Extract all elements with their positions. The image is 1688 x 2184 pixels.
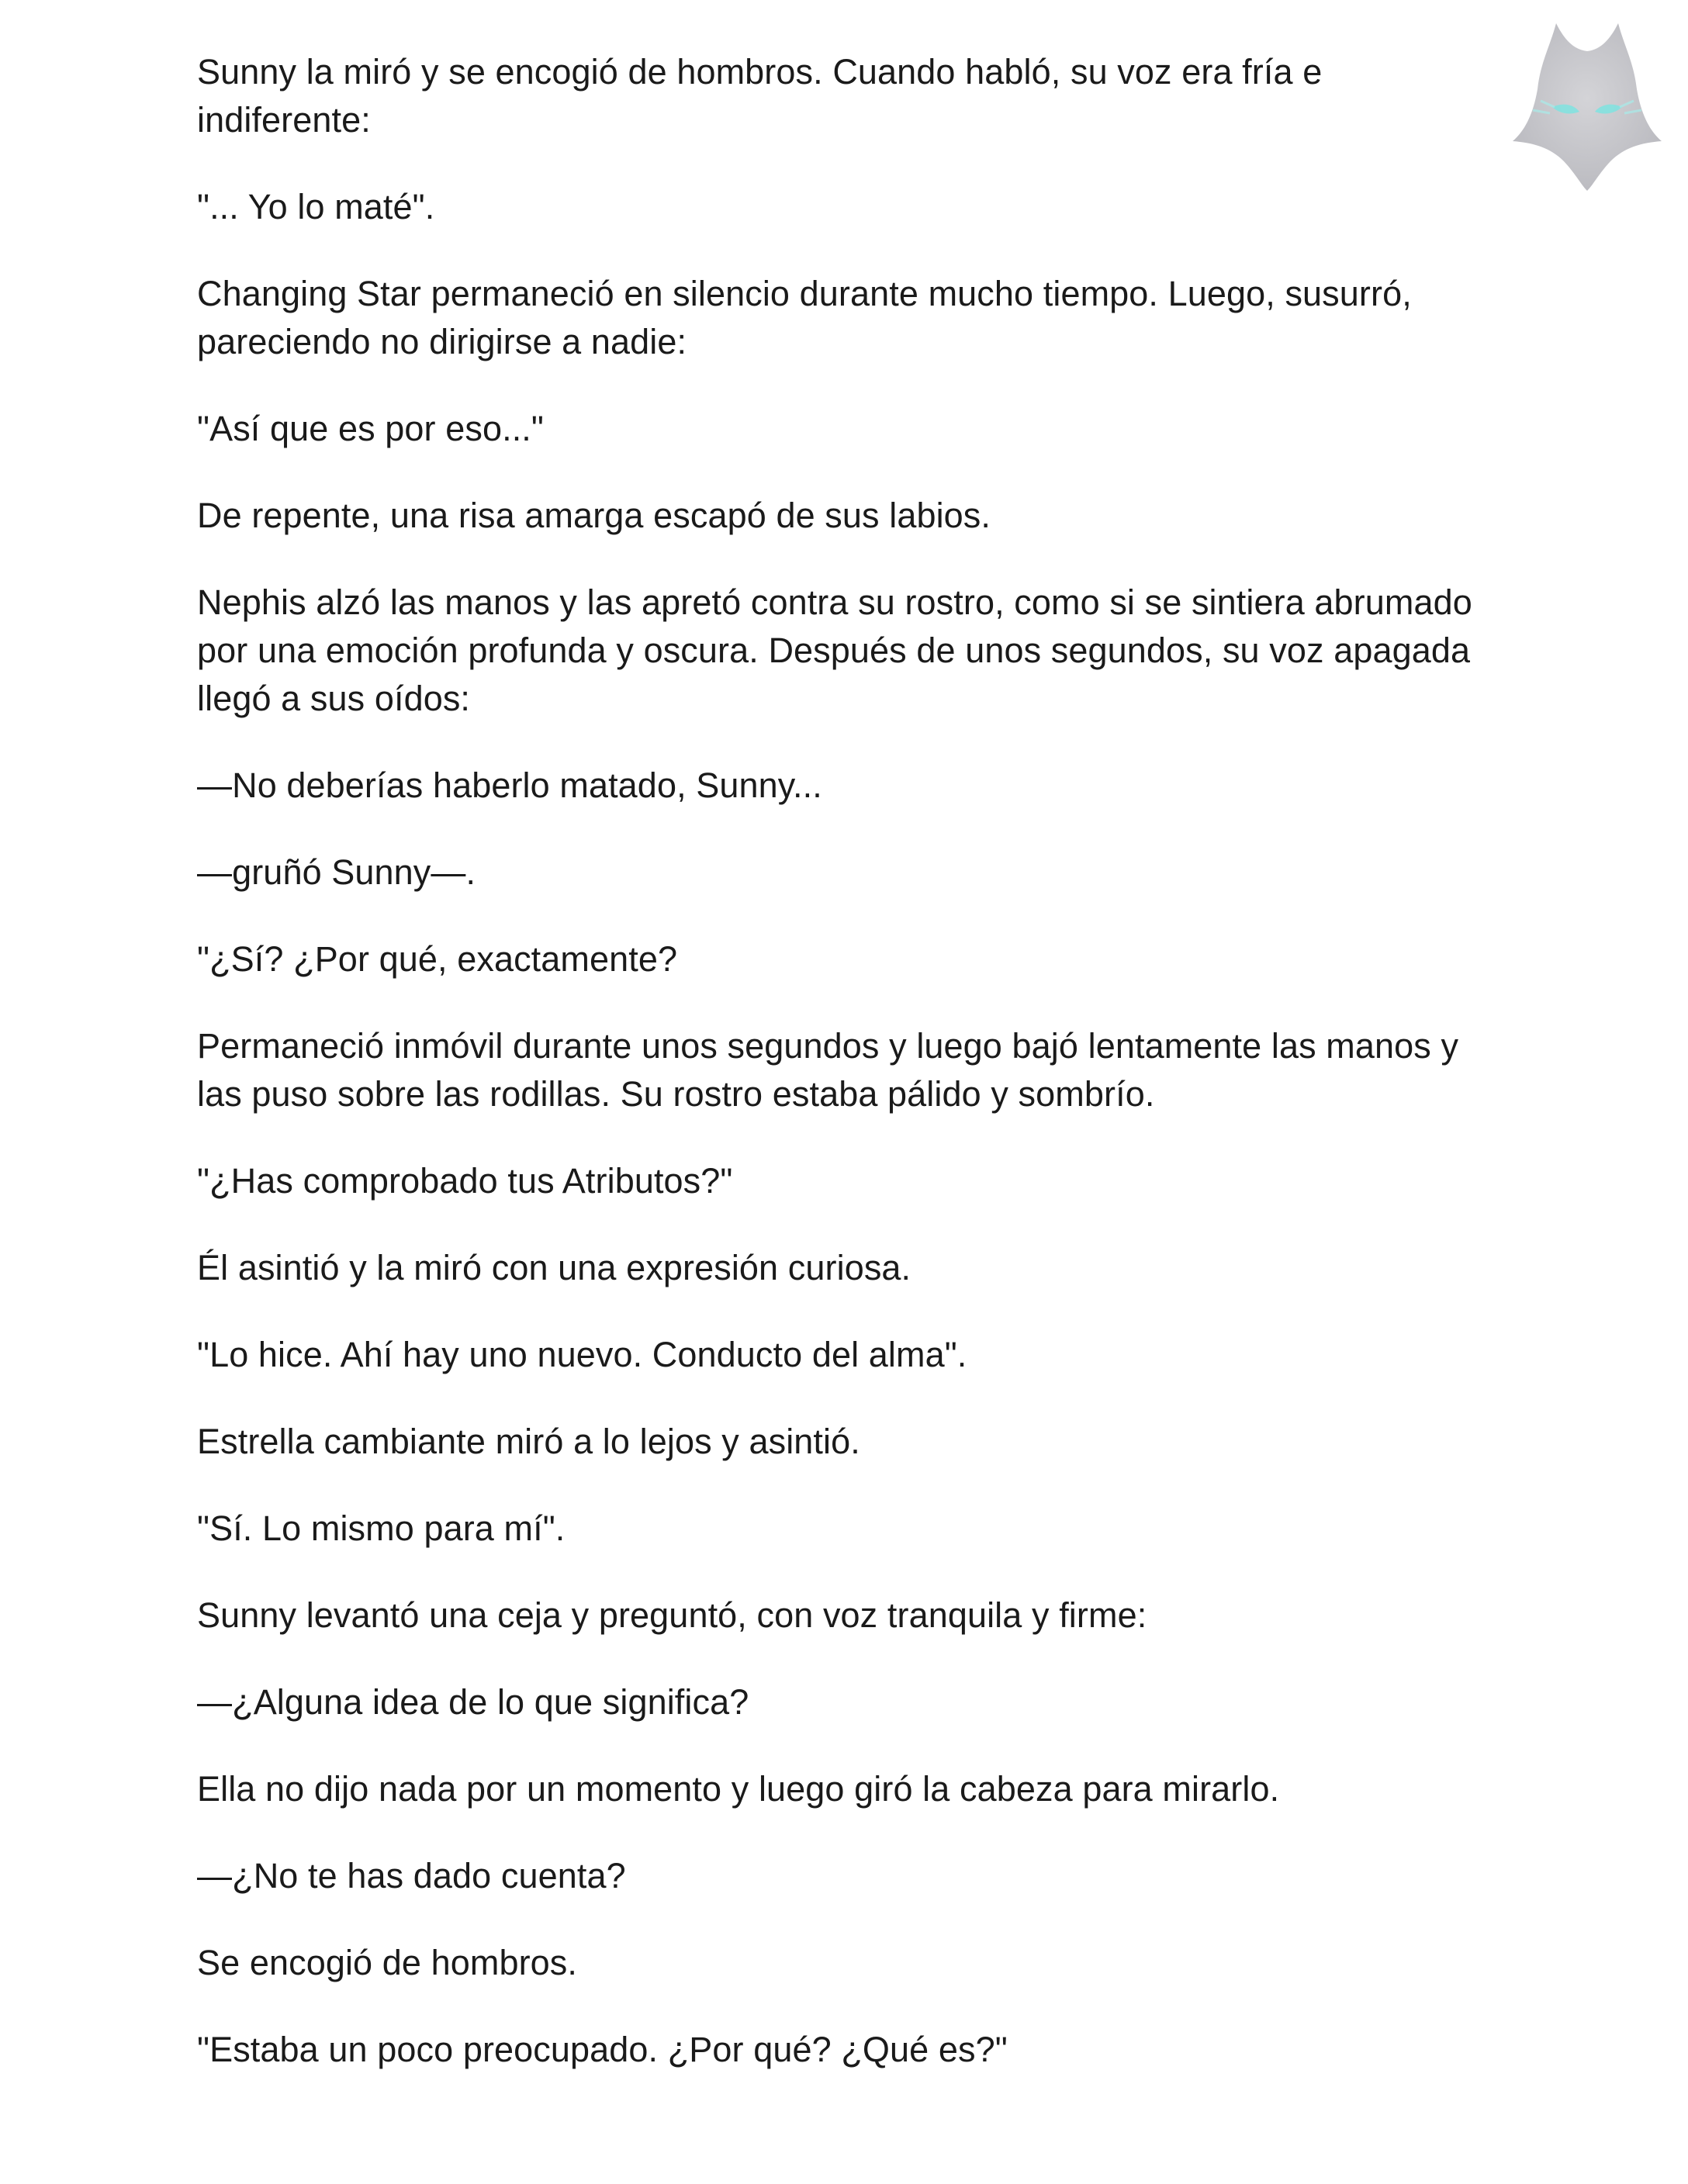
paragraph: "Así que es por eso..." bbox=[197, 409, 544, 448]
paragraph: Nephis alzó las manos y las apretó contra su rostro, como si se sintiera abrumado por una emoción profunda y oscura. Después de unos segundos, su voz apagada llegó a sus oídos: bbox=[197, 582, 1472, 718]
paragraph: —¿Alguna idea de lo que significa? bbox=[197, 1682, 749, 1722]
paragraph: "Sí. Lo mismo para mí". bbox=[197, 1508, 566, 1548]
paragraph: De repente, una risa amarga escapó de sus labios. bbox=[197, 496, 991, 535]
paragraph: Se encogió de hombros. bbox=[197, 1943, 578, 1982]
paragraph: Sunny levantó una ceja y preguntó, con voz tranquila y firme: bbox=[197, 1595, 1147, 1635]
paragraph: "¿Sí? ¿Por qué, exactamente? bbox=[197, 939, 678, 979]
paragraph: "Lo hice. Ahí hay uno nuevo. Conducto del alma". bbox=[197, 1335, 967, 1374]
paragraph: Permaneció inmóvil durante unos segundos y luego bajó lentamente las manos y las puso sobre las rodillas. Su rostro estaba pálido y sombrío. bbox=[197, 1026, 1459, 1114]
paragraph: "... Yo lo maté". bbox=[197, 187, 435, 226]
paragraph: —gruñó Sunny—. bbox=[197, 852, 476, 892]
paragraph: Changing Star permaneció en silencio durante mucho tiempo. Luego, susurró, pareciendo no dirigirse a nadie: bbox=[197, 274, 1412, 361]
paragraph: —No deberías haberlo matado, Sunny... bbox=[197, 765, 822, 805]
paragraph: —¿No te has dado cuenta? bbox=[197, 1856, 626, 1895]
paragraph: "Estaba un poco preocupado. ¿Por qué? ¿Qué es?" bbox=[197, 2030, 1008, 2069]
paragraph: "¿Has comprobado tus Atributos?" bbox=[197, 1161, 733, 1201]
paragraph: Estrella cambiante miró a lo lejos y asintió. bbox=[197, 1422, 860, 1461]
paragraph: Él asintió y la miró con una expresión curiosa. bbox=[197, 1248, 911, 1287]
chapter-text bbox=[197, 48, 1500, 2113]
paragraph: Sunny la miró y se encogió de hombros. Cuando habló, su voz era fría e indiferente: bbox=[197, 52, 1323, 140]
demon-head-watermark-icon bbox=[1510, 16, 1665, 194]
paragraph: Ella no dijo nada por un momento y luego giró la cabeza para mirarlo. bbox=[197, 1769, 1280, 1809]
